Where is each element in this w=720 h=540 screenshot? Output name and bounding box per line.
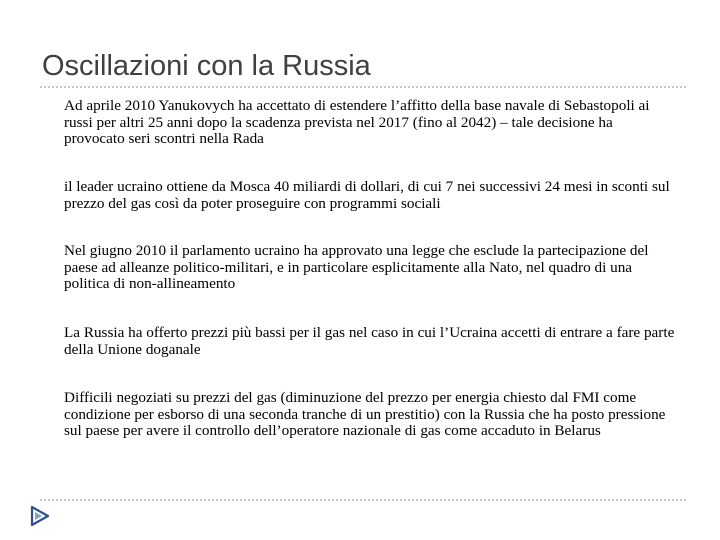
list-item [36,179,676,212]
bullet-text: Difficili negoziati su prezzi del gas (diminuzione del prezzo per energia chiesto dal FMI come condizione per esborso di una seconda tranche di un prestitio) con la Russia che ha posto pressione sul paese per avere il controllo dell’operatore nazionale di gas come accaduto in Belarus [64,389,666,440]
slide-title: Oscillazioni con la Russia [42,50,371,82]
list-item [36,243,676,293]
list-item [36,390,676,440]
list-item [36,98,676,148]
play-arrow-icon[interactable] [28,505,52,527]
title-divider [40,86,686,88]
list-item [36,325,676,358]
bullet-text: Ad aprile 2010 Yanukovych ha accettato di estendere l’affitto della base navale di Sebastopoli ai russi per altri 25 anni dopo la scadenza prevista nel 2017 (fino al 2042) – tale decisione ha provocato seri scontri nella Rada [64,97,650,148]
bullet-text: il leader ucraino ottiene da Mosca 40 miliardi di dollari, di cui 7 nei successivi 24 mesi in sconti sul prezzo del gas così da poter proseguire con programmi sociali [64,178,670,212]
bullet-text: Nel giugno 2010 il parlamento ucraino ha approvato una legge che esclude la partecipazione del paese ad alleanze politico-militari, e in particolare esplicitamente alla Nato, nel quadro di una politica di non-allineamento [64,242,649,293]
footer-divider [40,499,686,501]
bullet-text: La Russia ha offerto prezzi più bassi per il gas nel caso in cui l’Ucraina accetti di entrare a fare parte della Unione doganale [64,324,675,358]
